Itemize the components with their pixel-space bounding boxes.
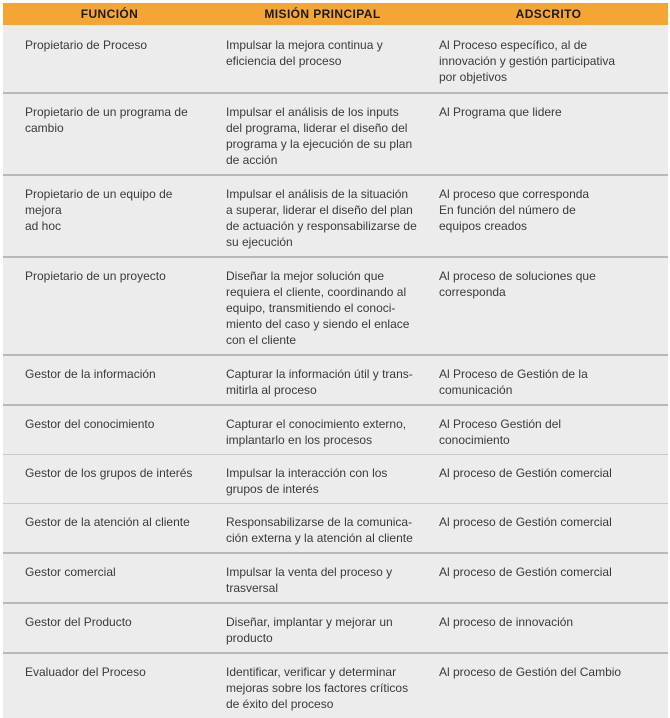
- cell-funcion: Evaluador del Proceso: [3, 653, 216, 718]
- cell-funcion: Gestor del Producto: [3, 603, 216, 653]
- cell-adscrito: Al proceso de Gestión comercial: [429, 504, 668, 554]
- cell-mision: Responsabilizarse de la comunica- ción externa y la atención al cliente: [216, 504, 429, 554]
- cell-funcion: Propietario de un equipo de mejora ad hoc: [3, 175, 216, 257]
- table-row: [3, 553, 668, 603]
- cell-adscrito: Al proceso de soluciones que corresponda: [429, 257, 668, 355]
- header-funcion: FUNCIÓN: [3, 3, 216, 25]
- cell-mision: Impulsar la venta del proceso y trasversal: [216, 553, 429, 603]
- cell-adscrito: Al proceso de innovación: [429, 603, 668, 653]
- cell-adscrito: Al proceso que corresponda En función del número de equipos creados: [429, 175, 668, 257]
- cell-adscrito: Al Proceso específico, al de innovación y gestión participativa por objetivos: [429, 25, 668, 93]
- cell-mision: Capturar la información útil y trans- mitirla al proceso: [216, 355, 429, 405]
- table-row: [3, 175, 668, 257]
- header-mision: MISIÓN PRINCIPAL: [216, 3, 429, 25]
- cell-adscrito: Al proceso de Gestión comercial: [429, 455, 668, 504]
- table-row: [3, 257, 668, 355]
- table-row: [3, 504, 668, 554]
- cell-funcion: Gestor del conocimiento: [3, 405, 216, 455]
- cell-adscrito: Al proceso de Gestión comercial: [429, 553, 668, 603]
- table-row: [3, 355, 668, 405]
- cell-mision: Impulsar la interacción con los grupos de interés: [216, 455, 429, 504]
- cell-mision: Diseñar la mejor solución que requiera el cliente, coordinando al equipo, transmitiendo el conoci- miento del caso y siendo el enlace con el cliente: [216, 257, 429, 355]
- table-row: [3, 405, 668, 455]
- cell-funcion: Gestor comercial: [3, 553, 216, 603]
- header-row: [3, 3, 668, 25]
- table-body: [3, 25, 668, 718]
- cell-funcion: Gestor de los grupos de interés: [3, 455, 216, 504]
- cell-adscrito: Al Proceso Gestión del conocimiento: [429, 405, 668, 455]
- cell-mision: Diseñar, implantar y mejorar un producto: [216, 603, 429, 653]
- cell-mision: Impulsar el análisis de los inputs del programa, liderar el diseño del programa y la ejecución de su plan de acción: [216, 93, 429, 175]
- table-row: [3, 93, 668, 175]
- cell-funcion: Gestor de la atención al cliente: [3, 504, 216, 554]
- cell-funcion: Propietario de un programa de cambio: [3, 93, 216, 175]
- cell-adscrito: Al Proceso de Gestión de la comunicación: [429, 355, 668, 405]
- roles-table: [3, 3, 668, 718]
- cell-funcion: Propietario de un proyecto: [3, 257, 216, 355]
- header-adscrito: ADSCRITO: [429, 3, 668, 25]
- cell-mision: Capturar el conocimiento externo, implantarlo en los procesos: [216, 405, 429, 455]
- cell-adscrito: Al proceso de Gestión del Cambio: [429, 653, 668, 718]
- cell-adscrito: Al Programa que lidere: [429, 93, 668, 175]
- table-row: [3, 653, 668, 718]
- table-row: [3, 455, 668, 504]
- cell-mision: Impulsar la mejora continua y eficiencia del proceso: [216, 25, 429, 93]
- table-row: [3, 25, 668, 93]
- cell-mision: Identificar, verificar y determinar mejoras sobre los factores críticos de éxito del proceso: [216, 653, 429, 718]
- cell-funcion: Propietario de Proceso: [3, 25, 216, 93]
- cell-funcion: Gestor de la información: [3, 355, 216, 405]
- table-row: [3, 603, 668, 653]
- cell-mision: Impulsar el análisis de la situación a superar, liderar el diseño del plan de actuación y responsabilizarse de su ejecución: [216, 175, 429, 257]
